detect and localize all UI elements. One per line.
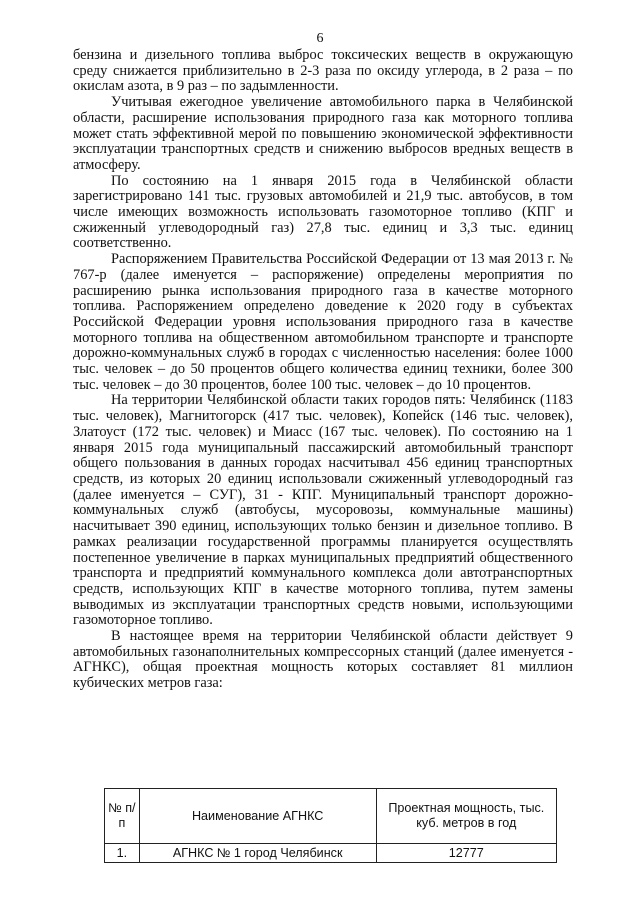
table-header-row [105, 789, 557, 844]
paragraph-4: Распоряжением Правительства Российской Федерации от 13 мая 2013 г. № 767-р (далее именуется – распоряжение) определены мероприятия по расширению рынка использования природного газа в качестве моторного топлива. Распоряжением определено доведение к 2020 году в субъектах Российской Федерации уровня использования природного газа в качестве моторного топлива на общественном автомобильном транспорте и транспорте дорожно-коммунальных служб в городах с численностью населения: более 1000 тыс. человек – до 50 процентов общего количества единиц техники, более 300 тыс. человек – до 30 процентов, более 100 тыс. человек – до 10 процентов. [73, 251, 573, 393]
column-header-name: Наименование АГНКС [139, 789, 376, 844]
paragraph-3: По состоянию на 1 января 2015 года в Челябинской области зарегистрировано 141 тыс. грузовых автомобилей и 21,9 тыс. автобусов, в том числе имеющих возможность использовать газомоторное топливо (КПГ и сжиженный углеводородный газ) 27,8 тыс. единиц и 3,3 тыс. единиц соответственно. [73, 172, 573, 252]
cell-number: 1. [105, 844, 140, 863]
paragraph-5: На территории Челябинской области таких городов пять: Челябинск (1183 тыс. человек), Магнитогорск (417 тыс. человек), Копейск (146 тыс. человек), Златоуст (172 тыс. человек) и Миасс (167 тыс. человек). По состоянию на 1 января 2015 года муниципальный пассажирский автомобильный транспорт общего пользования в данных городах насчитывал 456 единиц транспортных средств, из которых 20 единиц использовали сжиженный углеводородный газ (далее именуется – СУГ), 31 - КПГ. Муниципальный транспорт дорожно-коммунальных служб (автобусы, мусоровозы, коммунальные машины) насчитывает 390 единиц, использующих только бензин и дизельное топливо. В рамках реализации государственной программы планируется осуществлять постепенное увеличение в парках муниципальных предприятий общественного транспорта и предприятий коммунального комплекса доли автотранспортных средств, использующих КПГ в качестве моторного топлива, путем замены выводимых из эксплуатации транспортных средств новыми, использующими газомоторное топливо. [73, 392, 573, 629]
column-header-number: № п/п [105, 789, 140, 844]
table-row [105, 844, 557, 863]
cell-capacity: 12777 [376, 844, 556, 863]
agnks-table [104, 788, 557, 863]
paragraph-6: В настоящее время на территории Челябинской области действует 9 автомобильных газонаполнительных компрессорных станций (далее именуется - АГНКС), общая проектная мощность которых составляет 81 миллион кубических метров газа: [73, 628, 573, 692]
cell-name: АГНКС № 1 город Челябинск [139, 844, 376, 863]
paragraph-2: Учитывая ежегодное увеличение автомобильного парка в Челябинской области, расширение использования природного газа как моторного топлива может стать эффективной мерой по повышению экономической эффективности эксплуатации транспортных средств и снижению выбросов вредных веществ в атмосферу. [73, 94, 573, 173]
paragraph-1: бензина и дизельного топлива выброс токсических веществ в окружающую среду снижается приблизительно в 2-3 раза по оксиду углерода, в 2 раза – по окислам азота, в 9 раз – по задымленности. [73, 47, 573, 95]
document-body [73, 48, 573, 692]
page-number: 6 [316, 31, 324, 46]
column-header-capacity: Проектная мощность, тыс. куб. метров в год [376, 789, 556, 844]
